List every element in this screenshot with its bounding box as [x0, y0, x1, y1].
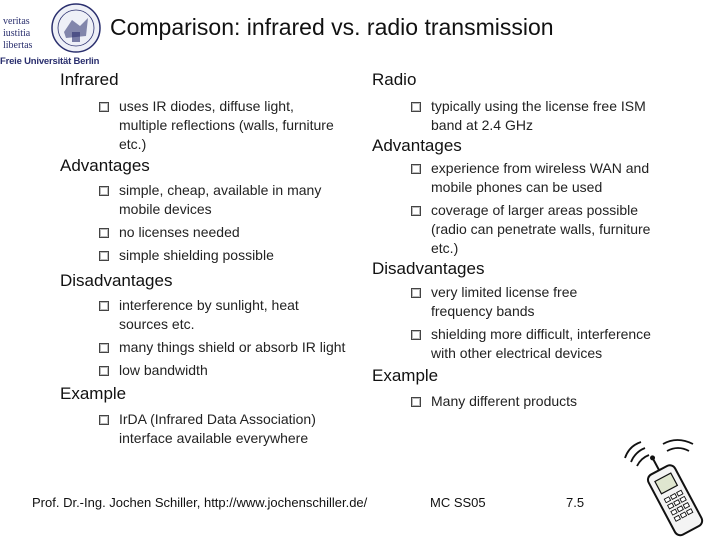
infrared-intro-list [60, 97, 360, 154]
university-name: Freie Universität Berlin [0, 56, 100, 67]
list-item: interference by sunlight, heat sources etc. [60, 296, 339, 334]
logo-motto-line: iustitia [3, 28, 31, 39]
list-item: very limited license free frequency bands [372, 283, 631, 321]
radio-heading: Radio [372, 70, 417, 89]
list-item: many things shield or absorb IR light [60, 338, 359, 357]
infrared-disadvantages-list [60, 296, 360, 380]
list-item: simple, cheap, available in many mobile devices [60, 181, 329, 219]
radio-advantages-heading: Advantages [372, 136, 462, 155]
slide-title: Comparison: infrared vs. radio transmission [110, 14, 554, 40]
infrared-heading: Infrared [60, 70, 119, 89]
radio-column [372, 70, 672, 411]
list-item: shielding more difficult, interference with other electrical devices [372, 325, 671, 363]
infrared-disadvantages-heading: Disadvantages [60, 271, 173, 290]
infrared-column [60, 70, 360, 448]
logo-motto [3, 16, 32, 52]
logo-motto-line: veritas [3, 16, 30, 27]
footer-course: MC SS05 [430, 495, 486, 510]
list-item: uses IR diodes, diffuse light, multiple reflections (walls, furniture etc.) [60, 97, 339, 154]
university-logo [0, 0, 106, 68]
list-item: coverage of larger areas possible (radio can penetrate walls, furniture etc.) [372, 201, 651, 258]
list-item: simple shielding possible [60, 246, 360, 265]
list-item: experience from wireless WAN and mobile phones can be used [372, 159, 671, 197]
infrared-example-list [60, 410, 360, 448]
radio-advantages-list [372, 159, 672, 258]
radio-intro-list [372, 97, 672, 135]
footer-page-number: 7.5 [566, 495, 585, 510]
list-item: low bandwidth [60, 361, 360, 380]
seal-icon [50, 2, 102, 54]
list-item: IrDA (Infrared Data Association) interface available everywhere [60, 410, 364, 448]
list-item: typically using the license free ISM band at 2.4 GHz [372, 97, 671, 135]
mobile-device-icon [615, 428, 715, 538]
radio-disadvantages-heading: Disadvantages [372, 259, 485, 278]
radio-example-list [372, 392, 672, 411]
radio-example-heading: Example [372, 366, 439, 385]
infrared-example-heading: Example [60, 384, 127, 403]
list-item: no licenses needed [60, 223, 360, 242]
list-item: Many different products [372, 392, 672, 411]
logo-motto-line: libertas [3, 40, 33, 51]
infrared-advantages-list [60, 181, 360, 265]
infrared-advantages-heading: Advantages [60, 156, 150, 175]
radio-disadvantages-list [372, 283, 672, 363]
footer-author: Prof. Dr.-Ing. Jochen Schiller, http://www.jochenschiller.de/ [32, 495, 368, 510]
